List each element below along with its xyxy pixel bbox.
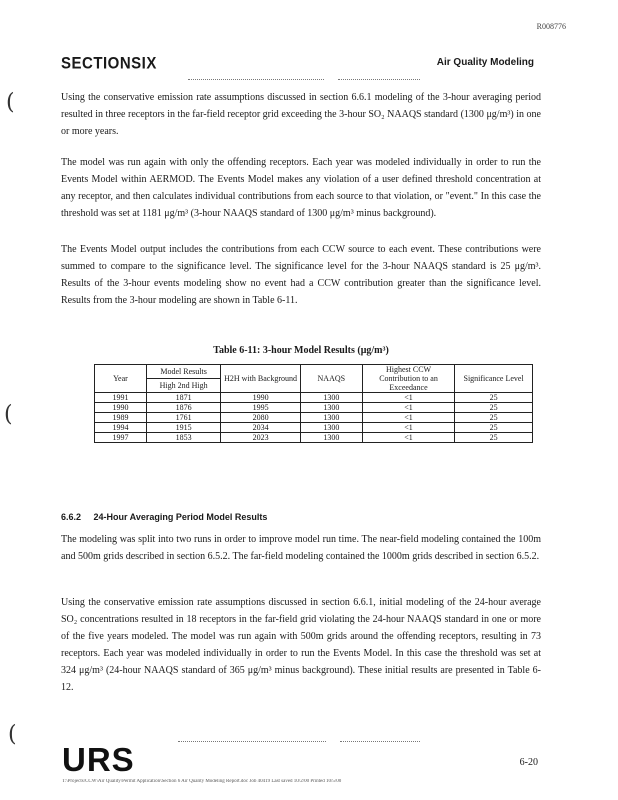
paragraph-3-text: The Events Model output includes the contributions from each CCW source to each event. These contributions were summed to compare to the significance level. The significance level for the 3-hour NAAQS standard is 25 μg/m³. Results of the 3-hour events modeling show no event had a CCW contribution greater than the significance level. Results from the 3-hour modeling are shown in Table 6-11.	[61, 244, 541, 306]
paragraph-1	[61, 89, 541, 140]
cell-ccw: <1	[362, 393, 454, 403]
section-title: SECTIONSIX	[61, 54, 157, 73]
cell-sig: 25	[455, 403, 533, 413]
subsection-number: 6.6.2	[61, 512, 82, 522]
cell-year: 1990	[95, 403, 147, 413]
footer-divider-left	[178, 741, 326, 742]
paragraph-5	[61, 594, 541, 696]
running-title: Air Quality Modeling	[436, 57, 534, 68]
cell-year: 1994	[95, 423, 147, 433]
table-row	[95, 393, 533, 403]
cell-sig: 25	[455, 423, 533, 433]
cell-naaqs: 1300	[300, 403, 362, 413]
footer-fine-print: T:\Projects\CCW\Air Quality\Permit Application\Section 6 Air Quality Modeling Report.doc Job 40419 Last saved 10/2/00 Printed 10/5/00	[62, 779, 342, 784]
cell-h2h: 1876	[146, 403, 220, 413]
cell-naaqs: 1300	[300, 393, 362, 403]
cell-year: 1989	[95, 413, 147, 423]
cell-ccw: <1	[362, 403, 454, 413]
cell-sig: 25	[455, 393, 533, 403]
col-h2h-background: H2H with Background	[221, 365, 300, 393]
col-significance: Significance Level	[455, 365, 533, 393]
col-model-results: Model Results	[146, 365, 220, 379]
subsection-heading	[61, 512, 267, 522]
cell-h2h: 1915	[146, 423, 220, 433]
cell-h2h: 1853	[146, 433, 220, 443]
paragraph-3	[61, 241, 541, 309]
header-divider-left	[188, 79, 324, 80]
footer-divider-right	[340, 741, 420, 742]
paragraph-5-text: Using the conservative emission rate assumptions discussed in section 6.6.1, initial modeling of the 24-hour average SO₂ concentrations resulted in 18 receptors in the far-field grid violating the 24-hour NAAQS standard in one or more of the five years modeled. The model was run again with 500m grids around the offending receptors, resulting in 73 receptors. Each year was modeled individually in order to run the Events Model. In this case the threshold was set at 324 μg/m³ (24-hour NAAQS standard of 365 μg/m³ minus background). These initial results are presented in Table 6-12.	[61, 597, 541, 693]
table-caption: Table 6-11: 3-hour Model Results (μg/m³)	[213, 345, 389, 356]
margin-mark-top: (	[6, 90, 15, 115]
paragraph-4	[61, 531, 541, 565]
subsection-title: 24-Hour Averaging Period Model Results	[93, 512, 268, 522]
col-naaqs: NAAQS	[300, 365, 362, 393]
cell-h2h-bg: 1990	[221, 393, 300, 403]
col-high-2nd-high: High 2nd High	[146, 379, 220, 393]
cell-ccw: <1	[362, 413, 454, 423]
document-number: R008776	[536, 22, 566, 31]
cell-h2h-bg: 2034	[221, 423, 300, 433]
page-number: 6-20	[519, 757, 538, 768]
cell-year: 1991	[95, 393, 147, 403]
margin-mark-bottom: (	[8, 722, 17, 747]
cell-h2h-bg: 2080	[221, 413, 300, 423]
cell-naaqs: 1300	[300, 423, 362, 433]
urs-logo: URS	[62, 741, 135, 778]
results-table	[94, 364, 533, 443]
cell-h2h: 1761	[146, 413, 220, 423]
cell-year: 1997	[95, 433, 147, 443]
cell-naaqs: 1300	[300, 433, 362, 443]
table-row	[95, 413, 533, 423]
paragraph-4-text: The modeling was split into two runs in order to improve model run time. The near-field modeling contained the 100m and 500m grids described in section 6.5.2. The far-field modeling contained the 1000m grids described in section 6.5.2.	[61, 534, 541, 562]
cell-ccw: <1	[362, 423, 454, 433]
cell-naaqs: 1300	[300, 413, 362, 423]
cell-h2h: 1871	[146, 393, 220, 403]
cell-sig: 25	[455, 413, 533, 423]
table-row	[95, 423, 533, 433]
table-row	[95, 403, 533, 413]
cell-h2h-bg: 2023	[221, 433, 300, 443]
col-highest-ccw: Highest CCW Contribution to an Exceedance	[362, 365, 454, 393]
header-divider-right	[338, 79, 420, 80]
cell-h2h-bg: 1995	[221, 403, 300, 413]
cell-ccw: <1	[362, 433, 454, 443]
col-year: Year	[95, 365, 147, 393]
paragraph-2	[61, 154, 541, 222]
paragraph-1-text: Using the conservative emission rate assumptions discussed in section 6.6.1 modeling of the 3-hour averaging period resulted in three receptors in the far-field receptor grid exceeding the 3-hour SO₂ NAAQS standard (1300 μg/m³) in one or more years.	[61, 92, 541, 137]
cell-sig: 25	[455, 433, 533, 443]
table-row	[95, 433, 533, 443]
margin-mark-middle: (	[4, 402, 13, 427]
paragraph-2-text: The model was run again with only the offending receptors. Each year was modeled individually in order to run the Events Model within AERMOD. The Events Model makes any violation of a user defined threshold concentration at any receptor, and then calculates individual contributions from each source to that violation, or "event." In this case the threshold was set at 1181 μg/m³ (3-hour NAAQS standard of 1300 μg/m³ minus background).	[61, 157, 541, 219]
